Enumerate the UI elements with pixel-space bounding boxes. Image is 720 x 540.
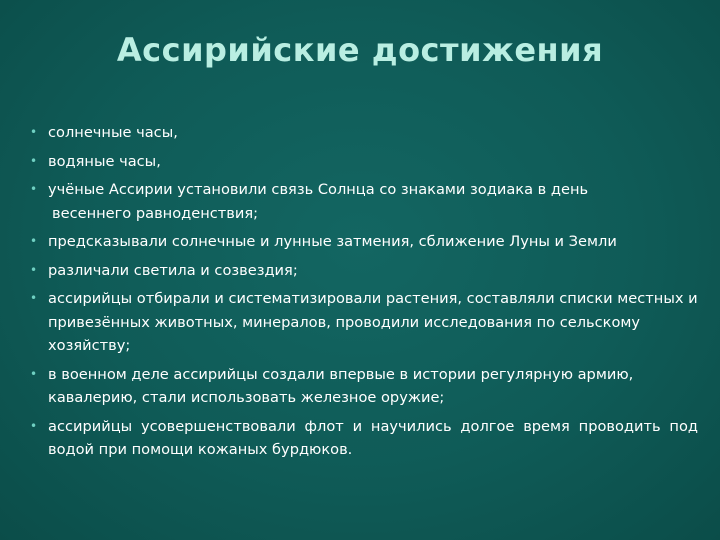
bullet-icon: • — [30, 153, 38, 168]
bullet-text: ассирийцы усовершенствовали флот и научились долгое время проводить под водой при помощи кожаных бурдюков. — [48, 417, 698, 458]
bullet-text: солнечные часы, — [48, 124, 178, 141]
bullet-text: водяные часы, — [48, 152, 161, 170]
bullet-icon: • — [30, 182, 38, 196]
bullet-item — [30, 150, 698, 174]
bullet-continuation — [30, 202, 698, 226]
bullet-item — [30, 178, 698, 202]
bullet-icon: • — [30, 125, 38, 139]
bullet-icon: • — [30, 262, 38, 277]
bullet-text: весеннего равноденствия; — [52, 204, 259, 222]
bullet-text: ассирийцы отбирали и систематизировали растения, составляли списки местных и привезённых животных, минералов, проводили исследования по сельскому хозяйству; — [48, 290, 698, 354]
bullet-item — [30, 287, 698, 358]
bullet-text: в военном деле ассирийцы создали впервые в истории регулярную армию, кавалерию, стали использовать железное оружие; — [48, 365, 634, 406]
bullet-text: учёные Ассирии установили связь Солнца со знаками зодиака в день — [48, 181, 589, 198]
bullet-list — [30, 121, 698, 467]
bullet-icon: • — [30, 418, 38, 433]
bullet-text: различали светила и созвездия; — [48, 261, 298, 279]
bullet-item — [30, 363, 698, 410]
bullet-item — [30, 259, 698, 283]
bullet-text: предсказывали солнечные и лунные затмения, сближение Луны и Земли — [48, 233, 617, 250]
bullet-icon: • — [30, 366, 38, 381]
bullet-icon: • — [30, 234, 38, 248]
bullet-icon: • — [30, 291, 38, 305]
slide-title: Ассирийские достижения — [116, 31, 604, 69]
bullet-item — [30, 415, 698, 462]
bullet-item — [30, 121, 698, 145]
bullet-item — [30, 230, 698, 254]
